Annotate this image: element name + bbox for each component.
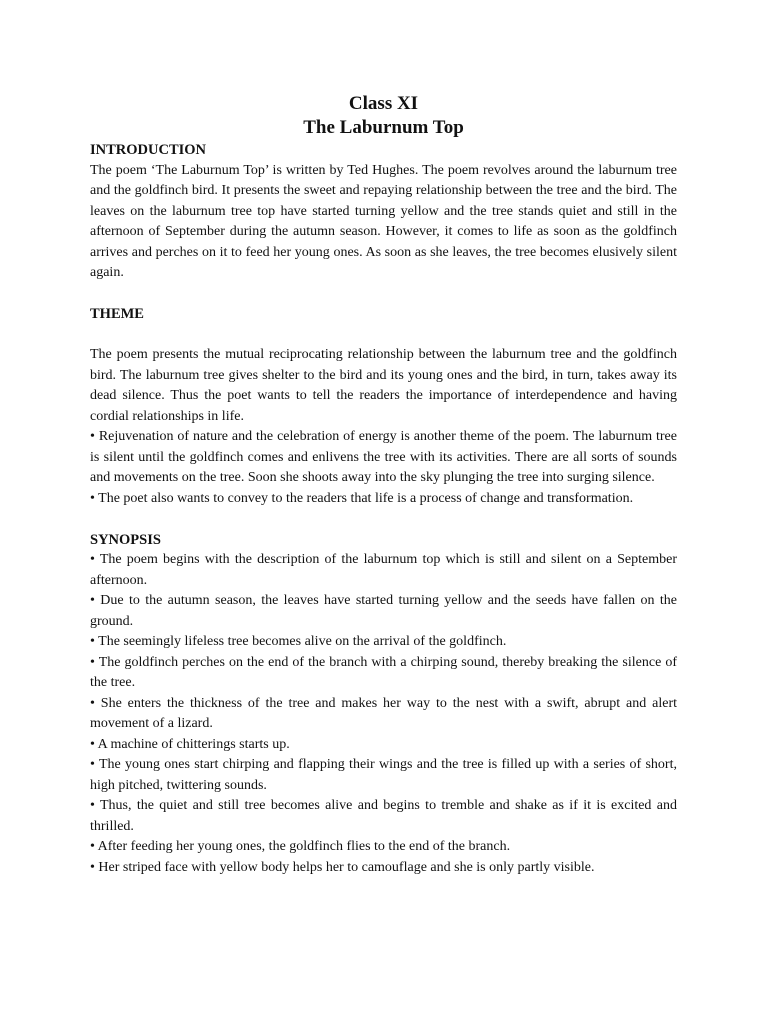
class-title: Class XI [348, 93, 419, 114]
theme-paragraph: The poem presents the mutual reciprocating relationship between the laburnum tree and the goldfinch bird. The laburnum tree gives shelter to the bird and its young ones and the bird, in turn, takes away its dead silence. Thus the poet wants to tell the readers the importance of interdependence and having cordial relationships in life. [90, 347, 677, 424]
spacer [90, 284, 677, 305]
synopsis-item: • Due to the autumn season, the leaves have started turning yellow and the seeds have fallen on the ground. [90, 593, 677, 629]
poem-title: The Laburnum Top [303, 117, 464, 138]
introduction-heading: INTRODUCTION [90, 142, 207, 158]
synopsis-item: • Her striped face with yellow body helps her to camouflage and she is only partly visible. [90, 859, 595, 875]
spacer [90, 509, 677, 530]
synopsis-heading: SYNOPSIS [90, 531, 161, 548]
synopsis-item: • After feeding her young ones, the goldfinch flies to the end of the branch. [90, 839, 511, 854]
synopsis-item: • The goldfinch perches on the end of the branch with a chirping sound, thereby breaking the silence of the tree. [90, 654, 677, 690]
synopsis-item: • The young ones start chirping and flapping their wings and the tree is filled up with a series of short, high pitched, twittering sounds. [90, 757, 677, 793]
synopsis-item: • The seemingly lifeless tree becomes alive on the arrival of the goldfinch. [90, 634, 507, 649]
theme-bullet: • The poet also wants to convey to the readers that life is a process of change and transformation. [90, 490, 634, 506]
theme-bullet: • Rejuvenation of nature and the celebration of energy is another theme of the poem. The laburnum tree is silent until the goldfinch comes and enlivens the tree with its activities. There are all sorts of sounds and movements on the tree. Soon she shoots away into the sky plunging the tree into surging silence. [90, 429, 677, 485]
introduction-paragraph: The poem ‘The Laburnum Top’ is written by Ted Hughes. The poem revolves around the laburnum tree and the goldfinch bird. It presents the sweet and repaying relationship between the tree and the bird. The leaves on the laburnum tree top have started turning yellow and the tree stands quiet and still in the afternoon of September during the autumn season. However, it comes to life as soon as the goldfinch arrives and perches on it to feed her young ones. As soon as she leaves, the tree becomes elusively silent again. [90, 162, 677, 280]
synopsis-item: • A machine of chitterings starts up. [90, 736, 290, 752]
spacer [90, 325, 677, 346]
synopsis-item: • She enters the thickness of the tree and makes her way to the nest with a swift, abrupt and alert movement of a lizard. [90, 695, 677, 731]
document-page [90, 92, 677, 878]
synopsis-item: • The poem begins with the description of the laburnum top which is still and silent on a September afternoon. [90, 552, 677, 588]
theme-heading: THEME [90, 306, 144, 322]
synopsis-item: • Thus, the quiet and still tree becomes alive and begins to tremble and shake as if it is excited and thrilled. [90, 798, 677, 834]
